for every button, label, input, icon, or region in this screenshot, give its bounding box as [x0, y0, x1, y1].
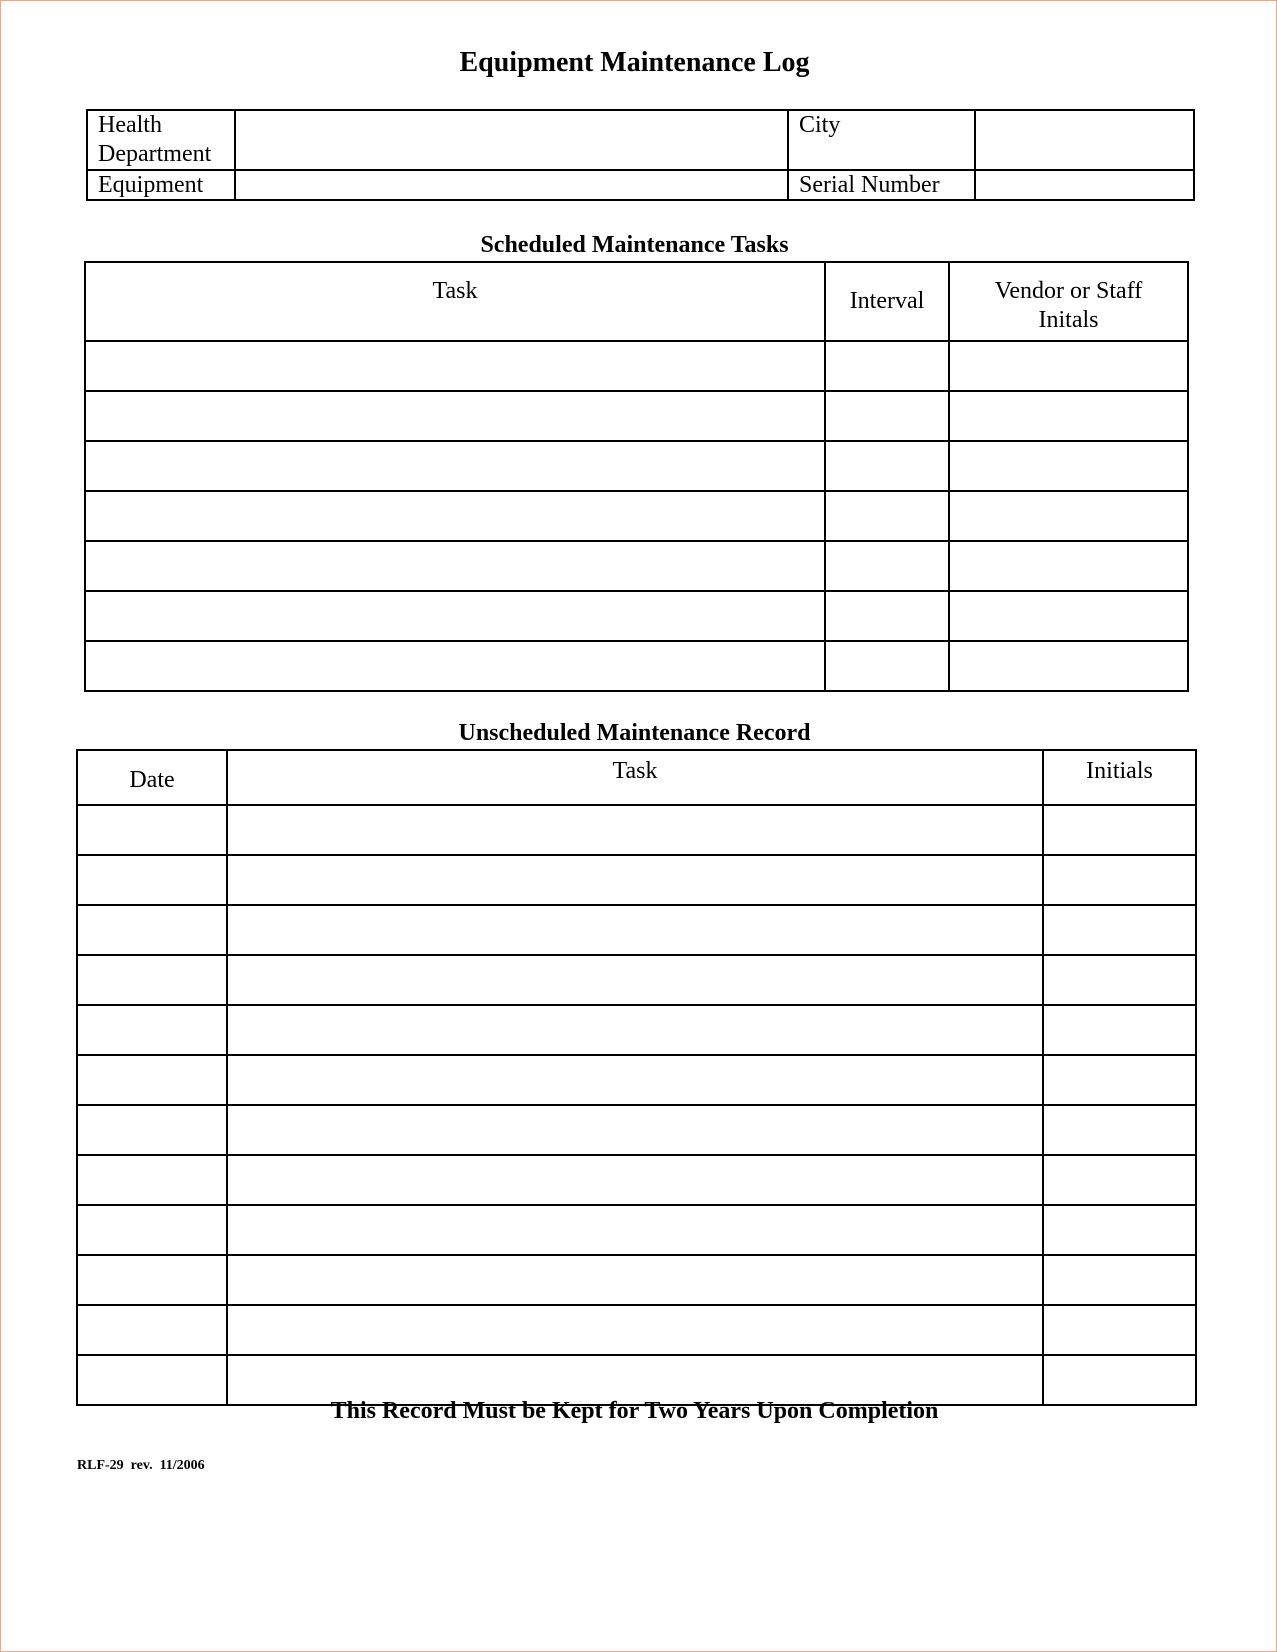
page-title: Equipment Maintenance Log — [459, 47, 810, 78]
task-cell[interactable] — [227, 855, 1043, 905]
task-cell[interactable] — [85, 441, 825, 491]
interval-cell[interactable] — [825, 641, 949, 691]
initials-cell[interactable] — [1043, 1055, 1196, 1105]
date-cell[interactable] — [77, 1105, 227, 1155]
initials-cell[interactable] — [1043, 1205, 1196, 1255]
interval-cell[interactable] — [825, 541, 949, 591]
date-cell[interactable] — [77, 1005, 227, 1055]
table-row — [77, 1305, 1196, 1355]
date-cell[interactable] — [77, 1055, 227, 1105]
scheduled-header-interval: Interval — [825, 262, 949, 341]
interval-cell[interactable] — [825, 441, 949, 491]
unscheduled-section-title: Unscheduled Maintenance Record — [458, 720, 811, 746]
date-cell[interactable] — [77, 905, 227, 955]
task-cell[interactable] — [227, 1255, 1043, 1305]
scheduled-tasks-body — [85, 341, 1188, 691]
task-cell[interactable] — [85, 591, 825, 641]
unscheduled-header-date: Date — [77, 750, 227, 805]
task-cell[interactable] — [227, 1105, 1043, 1155]
date-cell[interactable] — [77, 1255, 227, 1305]
info-table — [86, 109, 1195, 201]
health-department-label: Health Department — [87, 110, 235, 170]
initials-cell[interactable] — [1043, 905, 1196, 955]
task-cell[interactable] — [227, 1055, 1043, 1105]
task-cell[interactable] — [227, 955, 1043, 1005]
date-cell[interactable] — [77, 1155, 227, 1205]
task-cell[interactable] — [227, 1205, 1043, 1255]
task-cell[interactable] — [85, 491, 825, 541]
table-row — [85, 491, 1188, 541]
initials-cell[interactable] — [949, 541, 1188, 591]
scheduled-tasks-table — [84, 261, 1189, 692]
table-row — [85, 541, 1188, 591]
table-row — [85, 341, 1188, 391]
table-row — [77, 905, 1196, 955]
task-cell[interactable] — [227, 805, 1043, 855]
scheduled-section-title: Scheduled Maintenance Tasks — [480, 232, 789, 258]
health-department-field[interactable] — [235, 110, 788, 170]
task-cell[interactable] — [85, 341, 825, 391]
initials-cell[interactable] — [1043, 1105, 1196, 1155]
interval-cell[interactable] — [825, 341, 949, 391]
serial-number-field[interactable] — [975, 170, 1194, 200]
date-cell[interactable] — [77, 855, 227, 905]
scheduled-header-initials: Vendor or Staff Initals — [949, 262, 1188, 341]
date-cell[interactable] — [77, 1205, 227, 1255]
table-row — [77, 1155, 1196, 1205]
interval-cell[interactable] — [825, 391, 949, 441]
retention-note: This Record Must be Kept for Two Years Upon Completion — [330, 1398, 939, 1424]
table-row — [77, 805, 1196, 855]
table-row — [77, 1255, 1196, 1305]
table-row — [77, 955, 1196, 1005]
unscheduled-record-table — [76, 749, 1197, 1406]
task-cell[interactable] — [85, 641, 825, 691]
task-cell[interactable] — [227, 1305, 1043, 1355]
table-row — [85, 591, 1188, 641]
table-row — [85, 641, 1188, 691]
initials-cell[interactable] — [1043, 855, 1196, 905]
scheduled-header-task: Task — [85, 262, 825, 341]
table-row — [77, 1055, 1196, 1105]
table-row — [85, 441, 1188, 491]
form-id: RLF-29 rev. 11/2006 — [77, 1458, 205, 1473]
task-cell[interactable] — [227, 1005, 1043, 1055]
initials-cell[interactable] — [949, 591, 1188, 641]
city-label: City — [788, 110, 975, 170]
unscheduled-header-initials: Initials — [1043, 750, 1196, 805]
initials-cell[interactable] — [1043, 955, 1196, 1005]
equipment-field[interactable] — [235, 170, 788, 200]
initials-cell[interactable] — [1043, 1255, 1196, 1305]
table-row — [77, 1205, 1196, 1255]
initials-cell[interactable] — [949, 441, 1188, 491]
task-cell[interactable] — [227, 905, 1043, 955]
equipment-label: Equipment — [87, 170, 235, 200]
task-cell[interactable] — [85, 541, 825, 591]
initials-cell[interactable] — [1043, 1155, 1196, 1205]
initials-cell[interactable] — [1043, 805, 1196, 855]
initials-cell[interactable] — [949, 391, 1188, 441]
unscheduled-record-body — [77, 805, 1196, 1405]
date-cell[interactable] — [77, 955, 227, 1005]
serial-number-label: Serial Number — [788, 170, 975, 200]
initials-cell[interactable] — [1043, 1005, 1196, 1055]
initials-cell[interactable] — [1043, 1305, 1196, 1355]
city-field[interactable] — [975, 110, 1194, 170]
interval-cell[interactable] — [825, 491, 949, 541]
initials-cell[interactable] — [949, 341, 1188, 391]
unscheduled-header-task: Task — [227, 750, 1043, 805]
task-cell[interactable] — [85, 391, 825, 441]
table-row — [77, 855, 1196, 905]
table-row — [85, 391, 1188, 441]
table-row — [77, 1105, 1196, 1155]
table-row — [77, 1005, 1196, 1055]
task-cell[interactable] — [227, 1155, 1043, 1205]
date-cell[interactable] — [77, 1305, 227, 1355]
date-cell[interactable] — [77, 805, 227, 855]
initials-cell[interactable] — [949, 641, 1188, 691]
initials-cell[interactable] — [949, 491, 1188, 541]
interval-cell[interactable] — [825, 591, 949, 641]
